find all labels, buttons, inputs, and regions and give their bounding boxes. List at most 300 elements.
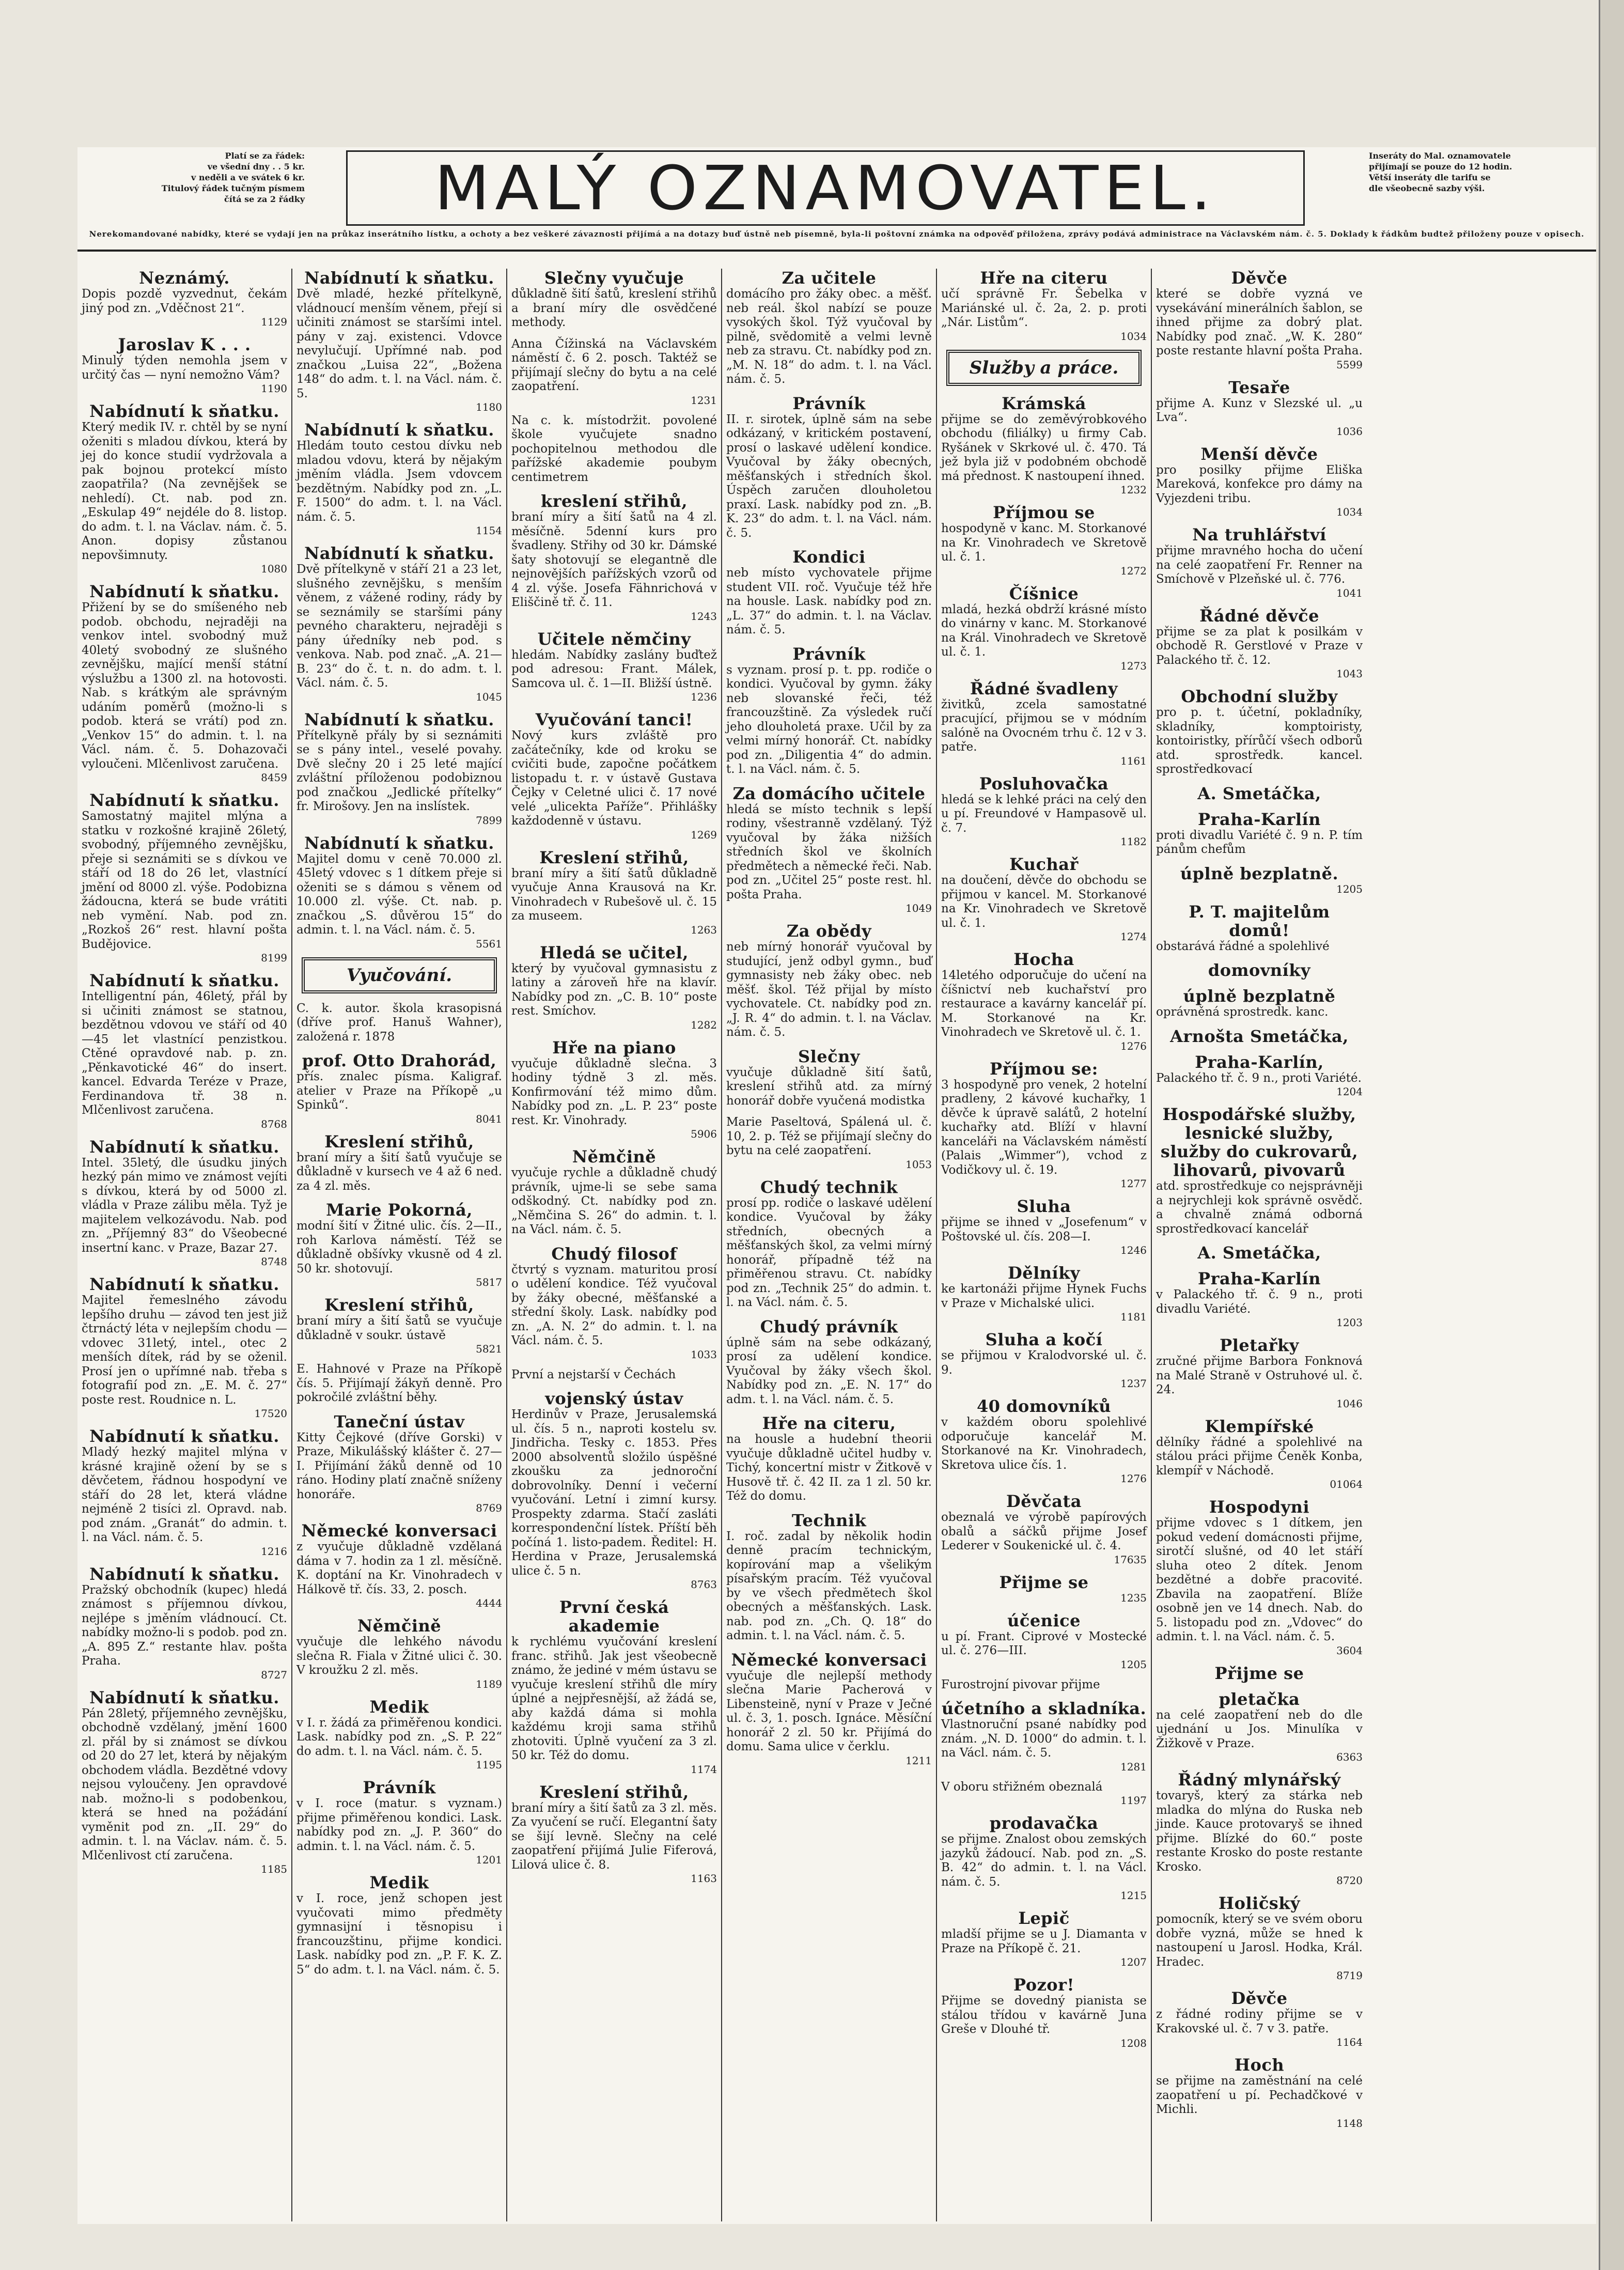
ad-text: pro p. t. účetní, pokladníky, skladníky, komptoiristy, kontoiristky, přírůčí všech odborů atd. sprostředk. kancel. sprostředkovací xyxy=(1156,706,1363,776)
ad-number: 1205 xyxy=(1336,882,1363,895)
ad-heading: Nabídnutí k sňatku. xyxy=(304,543,494,563)
ad-text: přís. znalec písma. Kaligraf. atelier v Praze na Příkopě „u Spinků“. xyxy=(296,1070,502,1112)
classified-ad xyxy=(511,1783,717,1885)
ad-heading: Kondici xyxy=(792,547,866,567)
ad-text: Přijme se dovedný pianista se stálou třídou v kavárně Juna Greše v Dlouhé tř. xyxy=(941,1994,1147,2036)
ad-text: Mladý hezký majitel mlýna v krásné krajině ožení by se s děvčetem, řádnou hospodyní ve stáří do 28 let, která vládne nejméně 2 tisíci zl. Opravd. nab. pod znám. „Granát“ do admin. t. l. na Václ. nám. č. 5. xyxy=(82,1445,287,1544)
ad-number: 8727 xyxy=(261,1668,287,1681)
ad-text: Samostatný majitel mlýna a statku v rozkošné krajině 26letý, svobodný, příjemného zevnějšku, přeje si seznámiti se s dívkou ve stáří od 18 do 26 let, vlastnící jmění od 8000 zl. výše. Podobizna žádoucna, která se bude vrátiti neb vymění. Nab. pod zn. „Rozkoš 26“ rest. hlavní pošta Budějovice. xyxy=(82,810,287,951)
ad-heading: Německé konversaci xyxy=(301,1521,497,1541)
classified-ad xyxy=(941,1678,1147,1692)
classified-ad xyxy=(511,1147,717,1237)
classified-ad xyxy=(511,710,717,841)
ad-heading: Nabídnutí k sňatku. xyxy=(304,420,494,440)
ad-number: 1180 xyxy=(476,401,502,413)
ad-heading: Medik xyxy=(369,1873,429,1892)
ad-heading: Chudý právník xyxy=(760,1316,898,1336)
classified-ad xyxy=(296,1778,502,1866)
ad-text: v Palackého tř. č. 9 n., proti divadlu Variété. xyxy=(1156,1288,1363,1316)
ad-number: 1232 xyxy=(1120,484,1147,496)
ad-text: zručné přijme Barbora Fonknová na Malé Straně v Ostruhové ul. č. 24. xyxy=(1156,1355,1363,1396)
ad-text: vyučuje důkladně slečna. 3 hodiny týdně 3 zl. měs. Konfirmování též mimo dům. Nabídky pod zn. „L. P. 23“ poste rest. Kr. Vinohrady. xyxy=(511,1056,717,1127)
ad-text: přijme se do zeměvýrobkového obchodu (filiálky) u firmy Cab. Ryšánek v Skrkové ul. č. 470. Tá jež byla již v podobném obchodě má přednost. K nastoupení ihned. xyxy=(941,412,1147,483)
ad-columns xyxy=(77,269,1596,2221)
ad-heading: Za obědy xyxy=(786,921,872,941)
ad-heading: Německé konversaci xyxy=(731,1650,927,1670)
ad-text: v každém oboru spolehlivé odporučuje kancelář M. Storkanové na Kr. Vinohradech, Skretova ulice čís. 1. xyxy=(941,1416,1147,1472)
ad-number: 1207 xyxy=(1120,1956,1147,1968)
ad-heading: Nabídnutí k sňatku. xyxy=(89,790,279,810)
ad-heading: prodavačka xyxy=(989,1813,1099,1833)
classified-ad xyxy=(941,774,1147,848)
ad-heading: prof. Otto Drahorád, xyxy=(302,1051,497,1070)
classified-ad xyxy=(511,1598,717,1776)
classified-ad xyxy=(511,1368,717,1382)
ad-heading: Právník xyxy=(792,644,866,664)
ad-number: 1189 xyxy=(476,1677,502,1690)
classified-ad xyxy=(1156,445,1363,519)
ad-heading: Dělníky xyxy=(1008,1263,1080,1283)
ad-text: modní šití v Žitné ulic. čís. 2—II., roh Karlova náměstí. Též se důkladně obšívky vkusně od 4 zl. 50 kr. shotovují. xyxy=(296,1219,502,1276)
ad-text: Pražský obchodník (kupec) hledá známost s příjemnou dívkou, nejlépe s jměním vládnoucí. Ct. nabídky možno-li s podob. pod zn. „A. 895 Z.“ restante hlav. pošta Praha. xyxy=(82,1583,287,1668)
ad-heading: Hře na citeru, xyxy=(762,1413,896,1433)
classified-ad xyxy=(726,1414,932,1504)
ad-text: braní míry a šití šatů za 3 zl. měs. Za vyučení se ručí. Elegantní šaty se šijí levně. Slečny na celé zaopatření přijímá Julie Fiferová, Lilová ulice č. 8. xyxy=(511,1801,717,1872)
ad-text: E. Hahnové v Praze na Příkopě čís. 5. Přijímají žákyň denně. Pro pokročilé zvláštní běhy. xyxy=(296,1362,502,1404)
ad-text: na celé zaopatření neb do dle ujednání u Jos. Minulíka v Žižkově v Praze. xyxy=(1156,1708,1363,1750)
ad-heading: Praha-Karlín, xyxy=(1195,1052,1324,1072)
classified-ad xyxy=(1156,1053,1363,1098)
ad-number: 1246 xyxy=(1120,1244,1147,1256)
classified-ad xyxy=(511,337,717,407)
ad-text: Herdinův v Praze, Jerusalemská ul. čís. 5 n., naproti kostelu sv. Jindřicha. Tesky c. 1853. Přes 2000 absolventů složilo úspěšné zkoušku za jednoroční dobrovolníky. Denní i večerní vyučování. Letní i zimní kursy. Prospekty zdarma. Stačí zasláti korrespondenční lístek. Příští běh počíná 1. listo-padem. Ředitel: H. Herdina v Praze, Jerusalemská ulice č. 5 n. xyxy=(511,1408,717,1578)
ad-number: 5817 xyxy=(476,1276,502,1288)
classified-ad xyxy=(296,710,502,827)
ad-text: který by vyučoval gymnasistu z latiny a zároveň hře na klavír. Nabídky pod zn. „C. B. 10“ poste rest. Smíchov. xyxy=(511,961,717,1018)
ad-number: 1281 xyxy=(1120,1760,1147,1773)
ad-text: Marie Paseltová, Spálená ul. č. 10, 2. p. Též se přijímají slečny do bytu na celé zaopatření. xyxy=(726,1115,932,1157)
classified-ad xyxy=(296,1521,502,1609)
classified-ad xyxy=(941,1976,1147,2049)
classified-ad xyxy=(82,971,287,1130)
ad-number: 8768 xyxy=(261,1117,287,1130)
ad-text: proti divadlu Variété č. 9 n. P. tím pánům chefům xyxy=(1156,828,1363,856)
ad-text: obstarává řádné a spolehlivé xyxy=(1156,939,1330,953)
ad-heading: Posluhovačka xyxy=(979,773,1109,794)
ad-heading: Řádný mlynářský xyxy=(1178,1770,1341,1790)
ad-heading: A. Smetáčka, xyxy=(1197,783,1321,803)
ad-heading: Nabídnutí k sňatku. xyxy=(89,582,279,601)
ad-text: Majitel řemeslného závodu lepšího druhu — závod ten jest již čtrnáctý léta v nejlepším chodu — vdovec 31letý, intel., otec 2 menších dítek, rád by se oženil. Prosí jen o upřímné nab. třeba s fotografií pod zn. „E. M. č. 27“ poste rest. Roudnice n. L. xyxy=(82,1294,287,1407)
ad-heading: účenice xyxy=(1007,1610,1081,1630)
ad-number: 5561 xyxy=(476,937,502,950)
ad-text: se přijmou v Kralodvorské ul. č. 9. xyxy=(941,1349,1147,1377)
ad-heading: Nabídnutí k sňatku. xyxy=(89,1564,279,1584)
ad-heading: Kuchař xyxy=(1009,854,1079,874)
classified-ad xyxy=(1156,607,1363,680)
ad-heading: Číšnice xyxy=(1009,583,1079,603)
ad-text: 3 hospodyně pro venek, 2 hotelní pradleny, 2 kávové kuchařky, 1 děvče k úpravě salátů, 2 hotelní kuchařky atd. Blíží v hlavní kanceláři na Václavském náměstí (Palais „Wimmer“), vchod z Vodičkovy ul. č. 19. xyxy=(941,1078,1147,1177)
ad-text: s vyznam. prosí p. t. pp. rodiče o kondici. Vyučoval by gymn. žáky neb slovanské řeči, též francouzštině. Za výsledek ručí jeho dlouholetá praxe. Učil by za velmi mírný honorář. Ct. nabídky pod zn. „Diligentia 4“ do admin. t. l. na Václ. nám. č. 5. xyxy=(726,663,932,776)
ad-heading: Sluha xyxy=(1017,1196,1071,1216)
ad-number: 1243 xyxy=(691,610,717,623)
ad-text: z řádné rodiny přijme se v Krakovské ul. č. 7 v 3. patře. xyxy=(1156,2008,1363,2035)
classified-ad xyxy=(941,503,1147,577)
ad-text: mladší přijme se u J. Diamanta v Praze na Příkopě č. 21. xyxy=(941,1927,1147,1955)
classified-ad xyxy=(296,1132,502,1194)
ad-text: První a nejstarší v Čechách xyxy=(511,1367,676,1381)
ad-heading: Pletařky xyxy=(1220,1335,1299,1355)
classified-ad xyxy=(296,1296,502,1355)
ad-number: 1201 xyxy=(476,1854,502,1866)
ad-heading: Klempířské xyxy=(1205,1416,1314,1436)
classified-ad xyxy=(296,1362,502,1405)
ad-text: Intel. 35letý, dle úsudku jiných hezký pán mimo ve známost vejíti s dívkou, která by od 5000 zl. vládla v Praze zálibu měla. Tyž je majitelem velkozávodu. Nab. pod zn. „Příjemný 83“ do Všeobecné insertní kanc. v Praze, Bazar 27. xyxy=(82,1156,287,1255)
ad-number: 1273 xyxy=(1120,659,1147,672)
ad-text: Intelligentní pán, 46letý, přál by si učiniti známost se statnou, bezdětnou vdovou ve stáří od 40—45 let vlastnící penzistkou. Ctěné opravdové nab. p. zn. „Pěnkavotické 46“ do insert. kancel. Edvarda Teréze v Praze, Ferdinandova tř. 38 n. Mlčenlivost zaručena. xyxy=(82,990,287,1117)
ad-number: 01064 xyxy=(1330,1478,1363,1490)
classified-ad xyxy=(941,1330,1147,1390)
classified-ad xyxy=(1156,1336,1363,1410)
classified-ad xyxy=(511,630,717,704)
ad-text: Dvě mladé, hezké přítelkyně, vládnoucí menším věnem, přejí si učiniti známost se staršími intel. pány v zaj. existenci. Vdovce nevylučují. Upřímné nab. pod značkou „Luisa 22“, „Božena 148“ do adm. t. l. na Václ. nám. č. 5. xyxy=(296,287,502,400)
ad-text: II. r. sirotek, úplně sám na sebe odkázaný, v kritickém postavení, prosí o laskavé udělení kondice. Vyučoval by žáky obecných, měšťanských i středních škol. Úspěch zaručen dlouholetou praxí. Lask. nabídky pod zn. „B. K. 23“ do adm. t. l. na Václ. nám. č. 5. xyxy=(726,412,932,540)
classified-ad xyxy=(511,414,717,485)
ad-text: vyučuje dle nejlepší methody slečna Marie Pacherová v Libensteině, nyní v Praze v Ječné ul. č. 3, 1. posch. Ignáce. Měsíční honorář 2 zl. 50 kr. Přijímá do domu. Sama ulice v čerklu. xyxy=(726,1669,932,1753)
classified-ad xyxy=(1156,378,1363,438)
ad-number: 1276 xyxy=(1120,1472,1147,1485)
ad-heading: P. T. majitelům domů! xyxy=(1189,901,1330,940)
ad-number: 1163 xyxy=(691,1872,717,1885)
ad-text: hledám. Nabídky zaslány buďtež pod adresou: Frant. Málek, Samcova ul. č. 1—II. Bližší ústně. xyxy=(511,648,717,690)
ad-number: 1034 xyxy=(1120,330,1147,343)
ad-number: 1080 xyxy=(261,563,287,575)
ad-heading: Řádné děvče xyxy=(1199,605,1319,626)
ad-heading: domovníky xyxy=(1208,960,1311,980)
classified-ad xyxy=(1156,525,1363,599)
ad-heading: Hře na piano xyxy=(552,1037,676,1058)
ad-text: Furostrojní pivovar přijme xyxy=(941,1677,1100,1691)
ad-heading: Nabídnutí k sňatku. xyxy=(89,971,279,990)
ad-heading: Němčině xyxy=(572,1147,657,1167)
ad-text: učí správně Fr. Šebelka v Mariánské ul. č. 2a, 2. p. proti „Nár. Listům“. xyxy=(941,287,1147,329)
classified-ad xyxy=(941,1611,1147,1671)
ad-text: v I. roce (matur. s vyznam.) přijme přiměřenou kondici. Lask. nabídky pod zn. „J. P. 360“ do admin. t. l. na Václ. nám. č. 5. xyxy=(296,1797,502,1853)
ad-number: 8720 xyxy=(1336,1874,1363,1887)
ad-heading: Přijme se xyxy=(1214,1663,1304,1683)
ad-number: 1034 xyxy=(1336,506,1363,518)
ad-heading: Děvče xyxy=(1231,269,1288,288)
ad-number: 1208 xyxy=(1120,2036,1147,2049)
ad-number: 8763 xyxy=(691,1578,717,1591)
ad-heading: Praha-Karlín xyxy=(1198,809,1321,829)
classified-ad xyxy=(511,943,717,1031)
ad-text: C. k. autor. škola krasopisná (dříve prof. Hanuš Wahner), založená r. 1878 xyxy=(296,1001,502,1044)
classified-ad xyxy=(941,394,1147,496)
ad-number: 8769 xyxy=(476,1502,502,1514)
ad-heading: Praha-Karlín xyxy=(1198,1269,1321,1288)
classified-ad xyxy=(1156,2056,1363,2129)
ad-heading: Slečny vyučuje xyxy=(544,269,684,288)
classified-ad xyxy=(941,1699,1147,1773)
section-heading-vyucovani: Vyučování. xyxy=(302,957,497,993)
classified-ad xyxy=(511,1245,717,1361)
ad-heading: Medik xyxy=(369,1697,429,1717)
ad-heading: Příjmou se: xyxy=(990,1059,1098,1079)
ad-number: 1185 xyxy=(261,1863,287,1875)
ad-number: 1046 xyxy=(1336,1397,1363,1410)
classified-ad xyxy=(1156,1417,1363,1491)
classified-ad xyxy=(1156,903,1363,954)
ad-number: 1033 xyxy=(691,1348,717,1361)
classified-ad xyxy=(941,1197,1147,1256)
ad-text: na housle a hudební theorii vyučuje důkladně učitel hudby v. Tichý, koncertní mistr v Žitkově v Husově tř. č. 42 II. za 1 zl. 50 kr. Též do domu. xyxy=(726,1433,932,1503)
ad-heading: Nabídnutí k sňatku. xyxy=(304,269,494,288)
ad-heading: Hospodyni xyxy=(1209,1497,1310,1517)
ad-number: 1204 xyxy=(1336,1085,1363,1098)
ad-text: braní míry a šití šatů se vyučuje důkladně v soukr. ústavě xyxy=(296,1314,502,1342)
classified-ad xyxy=(1156,1770,1363,1887)
ad-number: 1053 xyxy=(905,1158,932,1171)
classified-ad xyxy=(1156,269,1363,371)
ad-heading: Přijme se xyxy=(999,1572,1089,1592)
ad-number: 1154 xyxy=(476,524,502,537)
ad-number: 5599 xyxy=(1336,358,1363,371)
ad-heading: účetního a skladníka. xyxy=(941,1699,1147,1718)
ad-text: přijme se ihned v „Josefenum“ v Poštovské ul. čís. 208—I. xyxy=(941,1216,1147,1243)
classified-ad xyxy=(726,1651,932,1767)
classified-ad xyxy=(296,269,502,413)
ad-text: Kitty Čejkové (dříve Gorski) v Praze, Mikulášský klášter č. 27—I. Přijímání žáků denně od 10 ráno. Hodiny platí značně sníženy honoráře. xyxy=(296,1431,502,1501)
ad-heading: Taneční ústav xyxy=(334,1411,465,1432)
ad-text: které se dobře vyzná ve vysekávání minerálních šablon, se ihned přijme za dobrý plat. Nabídky pod znač. „W. K. 280“ poste restante hlavní pošta Praha. xyxy=(1156,287,1363,357)
ad-heading: Hledá se učitel, xyxy=(540,942,689,962)
ad-number: 1235 xyxy=(1120,1591,1147,1604)
ad-text: pro posilky přijme Eliška Mareková, konfekce pro dámy na Vyjezdeni tribu. xyxy=(1156,463,1363,505)
ad-number: 1182 xyxy=(1120,835,1147,848)
ad-heading: Neznámý. xyxy=(139,269,230,288)
ad-heading: Kreslení střihů, xyxy=(539,1782,689,1802)
classified-ad xyxy=(82,1565,287,1681)
price-box: Platí se za řádek: ve všední dny . . 5 kr. v neděli a ve svátek 6 kr. Titulový řádek tučným písmem čítá se za 2 řádky xyxy=(161,151,305,204)
ad-heading: Jaroslav K . . . xyxy=(118,335,251,354)
ad-number: 1211 xyxy=(905,1754,932,1767)
classified-ad xyxy=(941,950,1147,1052)
ad-text: neb mírný honorář vyučoval by studující, jenž odbyl gymn., buď gymnasisty neb žáky obec. neb měšť. škol. Též přijal by místo vychovatele. Ct. nabídky pod zn. „J. R. 4“ do admin. t. l. na Václav. nám. č. 5. xyxy=(726,940,932,1039)
classified-ad xyxy=(941,269,1147,343)
ad-number: 1049 xyxy=(905,902,932,914)
ad-number: 1274 xyxy=(1120,930,1147,943)
ad-heading: Za domácího učitele xyxy=(732,783,926,803)
ad-text: se přijme na zaměstnání na celé zaopatření u pí. Pechadčkové v Michli. xyxy=(1156,2074,1363,2116)
ad-heading: Lepič xyxy=(1018,1908,1070,1928)
ad-text: přijme A. Kunz v Slezské ul. „u Lva“. xyxy=(1156,396,1363,424)
classified-ad xyxy=(941,584,1147,672)
ad-text: na doučení, děvče do obchodu se přijmou v kancel. M. Storkanové na Kr. Vinohradech ve Skretově ul. č. 1. xyxy=(941,874,1147,930)
ad-text: přijme vdovec s 1 dítkem, jen pokud vedení domácnosti přijme, sirotčí slušné, od 40 let stáří sluha oteo 2 dítek. Jenom bezdětné a dobře pracovité. Zbavila na zaopatření. Blíže osobně jen ve 14 dnech. Nab. do 5. listopadu pod zn. „Vdovec“ do admin. t. l. na Václ. nám. č. 5. xyxy=(1156,1516,1363,1643)
ad-heading: Tesaře xyxy=(1228,377,1290,397)
ad-text: Hledám touto cestou dívku neb mladou vdovu, která by nějakým jměním vládla. Jsem vdovcem bezdětným. Nabídky pod zn. „L. F. 1500“ do adm. t. l. na Václ. nám. č. 5. xyxy=(296,439,502,524)
ad-text: tovaryš, který za stárka neb mladka do mlýna do Ruska neb jinde. Kauce protovaryš se ihned přijme. Blízké do 60.“ poste restante Krosko do poste restante Krosko. xyxy=(1156,1789,1363,1874)
ad-heading: Nabídnutí k sňatku. xyxy=(89,1274,279,1294)
ad-text: atd. sprostředkuje co nejsprávněji a nejrychleji kok správně osvědč. a chvalně známá odborná sprostředkovací kancelář xyxy=(1156,1179,1363,1236)
section-heading-sluzby: Služby a práce. xyxy=(946,350,1142,386)
ad-text: domácího pro žáky obec. a měšť. neb reál. škol nabízí se pouze vysokých škol. Týž vyučoval by pilně, svědomitě a velmi levně neb za stravu. Ct. nabídky pod zn. „M. N. 18“ do adm. t. l. na Václ. nám. č. 5. xyxy=(726,287,932,386)
ad-heading: Příjmou se xyxy=(993,503,1095,522)
classified-ad xyxy=(511,492,717,623)
classified-ad xyxy=(726,784,932,915)
classified-ad xyxy=(296,1201,502,1288)
classified-ad xyxy=(82,1138,287,1268)
column-5 xyxy=(937,269,1152,2221)
ad-heading: Krámská xyxy=(1002,393,1086,413)
ad-heading: Kreslení střihů, xyxy=(324,1295,474,1315)
ad-number: 4444 xyxy=(476,1597,502,1609)
ad-text: Na c. k. místodržit. povolené škole vyučujete snadno pochopitelnou methodou dle pařížské akademie poubym centimetrem xyxy=(511,413,717,484)
ad-text: braní míry a šití šatů vyučuje se důkladně v kursech ve 4 až 6 ned. za 4 zl. měs. xyxy=(296,1150,502,1193)
insertion-info-box: Inseráty do Mal. oznamovatele přijímají se pouze do 12 hodin. Větší inseráty dle tarifu se dle všeobecně sazby výši. xyxy=(1369,151,1512,193)
ad-number: 1216 xyxy=(261,1545,287,1558)
ad-text: oprávněná sprostredk. kanc. xyxy=(1156,1005,1329,1019)
ad-text: přijme mravného hocha do učení na celé zaopatření Fr. Renner na Smíchově v Plzeňské ul. č. 776. xyxy=(1156,544,1363,586)
ad-text: mladá, hezká obdrží krásné místo do vinárny v kanc. M. Storkanové na Král. Vinohradech ve Skretově ul. č. 1. xyxy=(941,602,1147,659)
ad-number: 8459 xyxy=(261,771,287,784)
ad-text: Palackého tř. č. 9 n., proti Variété. xyxy=(1156,1071,1362,1085)
ad-number: 1036 xyxy=(1336,425,1363,438)
ad-number: 1148 xyxy=(1336,2117,1363,2129)
ad-text: Pán 28letý, příjemného zevnějšku, obchodně vzdělaný, jmění 1600 zl. přál by si známost se dívkou od 20 do 27 let, která by nějakým obchodem vládla. Bezdětné vdovy nejsou vyloučeny. Jen opravdové nab. možno-li s podobenkou, která se hned na požádání vyměnit pod zn. „II. 29“ do admin. t. l. na Václav. nám. č. 5. Mlčenlivost ctí zaručena. xyxy=(82,1706,287,1862)
classified-ad xyxy=(1156,687,1363,777)
classified-ad xyxy=(296,421,502,537)
classified-ad xyxy=(82,1275,287,1420)
ad-text: vyučuje důkladně šití šatů, kreslení střihů atd. za mírný honorář dobře vyučená modistka xyxy=(726,1065,932,1108)
ad-heading: Hospodářské služby, lesnické služby, služby do cukrovarů, lihovarů, pivovarů xyxy=(1160,1105,1358,1180)
classified-ad xyxy=(726,1511,932,1643)
ad-number: 8748 xyxy=(261,1255,287,1268)
ad-number: 1164 xyxy=(1336,2036,1363,2048)
classified-ad xyxy=(941,855,1147,943)
ad-number: 1195 xyxy=(476,1759,502,1771)
ad-heading: A. Smetáčka, xyxy=(1197,1243,1321,1263)
ad-text: obeznalá ve výrobě papírových obalů a sáčků přijme Josef Lederer v Soukenické ul. č. 4. xyxy=(941,1511,1147,1552)
classified-ad xyxy=(296,1051,502,1125)
ad-heading: Chudý filosof xyxy=(551,1243,677,1264)
column-3 xyxy=(507,269,722,2221)
ad-heading: úplně bezplatně xyxy=(1183,986,1336,1006)
column-6 xyxy=(1152,269,1367,2221)
ad-text: prosí pp. rodiče o laskavé udělení kondice. Vyučoval by žáky středních, obecných a měšťanských škol, za velmi mírný honorář, případně též na přiměřenou stravu. Ct. nabídky pod zn. „Technik 25“ do admin. t. l. na Václ. nám. č. 5. xyxy=(726,1196,932,1309)
ad-heading: Nabídnutí k sňatku. xyxy=(304,833,494,853)
classified-ad xyxy=(296,1616,502,1690)
ad-heading: vojenský ústav xyxy=(545,1389,683,1408)
ad-number: 1181 xyxy=(1120,1311,1147,1323)
ad-heading: Obchodní služby xyxy=(1181,687,1338,706)
ad-number: 1045 xyxy=(476,690,502,703)
ad-number: 1236 xyxy=(691,691,717,703)
ad-text: vyučuje rychle a důkladně chudý právník, ujme-li se sebe sama odškodný. Ct. nabídky pod zn. „Němčina S. 26“ do admin. t. l. na Václ. nám. č. 5. xyxy=(511,1166,717,1236)
classified-ad xyxy=(296,1698,502,1771)
ad-text: hospodyně v kanc. M. Storkanové na Kr. Vinohradech ve Skretově ul. č. 1. xyxy=(941,522,1147,564)
ad-text: Přižení by se do smíšeného neb podob. obchodu, nejraději na venkov intel. svobodný muž 40letý svobodný ze slušného zevnějšku, mající menší státní výslužbu a 1300 zl. na hotovosti. Nab. s krátkým ale správným udáním poměrů (možno-li s podob. která se vrátí) pod zn. „Venkov 15“ do admin. t. l. na Václ. nám. č. 5. Dohazovači vyloučeni. Mlčenlivost zaručena. xyxy=(82,601,287,771)
ad-text: 14letého odporučuje do učení na číšnictví neb kuchařství pro restaurace a kavárny kancelář pí. M. Storkanové na Kr. Vinohradech ve Skretově ul. č. 1. xyxy=(941,969,1147,1039)
ad-text: braní míry a šití šatů důkladně vyučuje Anna Krausová na Kr. Vinohradech v Rubešově ul. č. 15 za museem. xyxy=(511,866,717,923)
classified-ad xyxy=(82,1427,287,1558)
ad-number: 7899 xyxy=(476,814,502,827)
ad-number: 8199 xyxy=(261,952,287,964)
classified-ad xyxy=(511,1038,717,1141)
ad-text: I. roč. zadal by několik hodin denně pracím technickým, kopírování map a všelikým písařským pracím. Též vyučoval by ve všech předmětech škol obecných a měšťanských. Lask. nab. pod zn. „Ch. Q. 18“ do admin. t. l. na Václ. nám. č. 5. xyxy=(726,1529,932,1642)
ad-heading: pletačka xyxy=(1219,1689,1300,1709)
classified-ad xyxy=(82,1688,287,1876)
ad-number: 1282 xyxy=(691,1018,717,1031)
ad-text: u pí. Frant. Ciprové v Mostecké ul. č. 276—III. xyxy=(941,1629,1147,1657)
ad-text: živitků, zcela samostatné pracující, přijmou se v módním salóně na Ovocném trhu č. 12 v 3. patře. xyxy=(941,697,1147,754)
ad-heading: Holičský xyxy=(1218,1893,1301,1913)
ad-heading: 40 domovníků xyxy=(976,1396,1112,1416)
classified-ad xyxy=(82,791,287,964)
classified-ad xyxy=(726,548,932,638)
classified-ad xyxy=(1156,1989,1363,2048)
ad-text: se přijme. Znalost obou zemských jazyků žádoucí. Nab. pod zn. „S. B. 42“ do admin. t. l. na Václ. nám. č. 5. xyxy=(941,1832,1147,1889)
ad-number: 1041 xyxy=(1336,586,1363,599)
ad-number: 1129 xyxy=(261,316,287,328)
ad-heading: Nabídnutí k sňatku. xyxy=(89,401,279,421)
ad-number: 8041 xyxy=(476,1112,502,1125)
ad-text: důkladně šití šatů, kreslení střihů a braní míry dle osvědčené methody. xyxy=(511,287,717,329)
ad-text: Vlastnoruční psané nabídky pod znám. „N. D. 1000“ do admin. t. l. na Václ. nám. č. 5. xyxy=(941,1718,1147,1760)
classified-ad xyxy=(1156,810,1363,857)
ad-text: Majitel domu v ceně 70.000 zl. 45letý vdovec s 1 dítkem přeje si oženiti se s dámou s věnem od 10.000 zl. výše. Ct. nab. p. značkou „S. důvěrou 15“ do admin. t. l. na Václ. nám. č. 5. xyxy=(296,852,502,937)
classified-ad xyxy=(941,1060,1147,1190)
ad-text: čtvrtý s vyznam. maturitou prosí o udělení kondice. Též vyučoval by žáky obecné, měšťanské a střední školy. Lask. nabídky pod zn. „A. N. 2“ do admin. t. l. na Václ. nám. č. 5. xyxy=(511,1263,717,1347)
ad-text: Který medik IV. r. chtěl by se nyní oženiti s mladou dívkou, která by jej do konce studií vydržovala a pak bojnou protekcí místo zaopatřila? (Na zevnějšek se nehledí). Ct. nab. pod zn. „Eskulap 49“ nejdéle do 8. listop. do adm. t. l. na Václav. nám. č. 5. Anon. dopisy zůstanou nepovšimnuty. xyxy=(82,421,287,562)
classified-ad xyxy=(1156,1498,1363,1657)
classified-ad xyxy=(726,645,932,777)
ad-text: neb místo vychovatele přijme student VII. roč. Vyučuje též hře na housle. Lask. nabídky pod zn. „L. 37“ do admin. t. l. na Václav. nám. č. 5. xyxy=(726,566,932,636)
ad-text: v I. roce, jenž schopen jest vyučovati mimo předměty gymnasijní i těsnopisu i francouzštinu, přijme kondici. Lask. nabídky pod zn. „P. F. K. Z. 5“ do adm. t. l. na Václ. nám. č. 5. xyxy=(296,1892,502,1977)
ad-heading: Němčině xyxy=(357,1616,442,1636)
ad-text: dělníky řádné a spolehlivé na stálou práci přijme Čeněk Konba, klempíř v Náchodě. xyxy=(1156,1435,1363,1478)
ad-text: Minulý týden nemohla jsem v určitý čas — nyní nemožno Vám? xyxy=(82,354,287,382)
classified-ad xyxy=(941,1573,1147,1604)
ad-text: ke kartonáži přijme Hynek Fuchs v Praze v Michalské ulici. xyxy=(941,1282,1147,1310)
ad-number: 8719 xyxy=(1336,1969,1363,1982)
ad-heading: Nabídnutí k sňatku. xyxy=(89,1426,279,1446)
ad-heading: Sluha a kočí xyxy=(985,1330,1103,1349)
ad-heading: Právník xyxy=(792,393,866,413)
classified-ad xyxy=(82,269,287,328)
classified-ad xyxy=(296,1412,502,1515)
ad-text: Přítelkyně přály by si seznámiti se s pány intel., veselé povahy. Dvě slečny 20 i 25 leté mající zvláštní příloženou podobiznou pod značkou „Jedlické přítelky“ fr. Mirošovy. Jen na inslístek. xyxy=(296,728,502,813)
classified-ad xyxy=(941,1909,1147,1968)
classified-ad xyxy=(726,1115,932,1171)
classified-ad xyxy=(941,679,1147,767)
classified-ad xyxy=(511,848,717,936)
classified-ad xyxy=(726,394,932,541)
ad-number: 1237 xyxy=(1120,1377,1147,1390)
classified-ad xyxy=(82,335,287,395)
classified-ad xyxy=(941,1492,1147,1566)
classified-ad xyxy=(296,1002,502,1045)
classified-ad xyxy=(82,582,287,784)
classified-ad xyxy=(1156,1894,1363,1982)
classified-ad xyxy=(941,1397,1147,1485)
ad-heading: Technik xyxy=(791,1510,867,1530)
ad-heading: Hře na citeru xyxy=(980,269,1108,288)
classified-ad xyxy=(941,1814,1147,1902)
ad-number: 1231 xyxy=(691,394,717,407)
ad-number: 5821 xyxy=(476,1343,502,1355)
